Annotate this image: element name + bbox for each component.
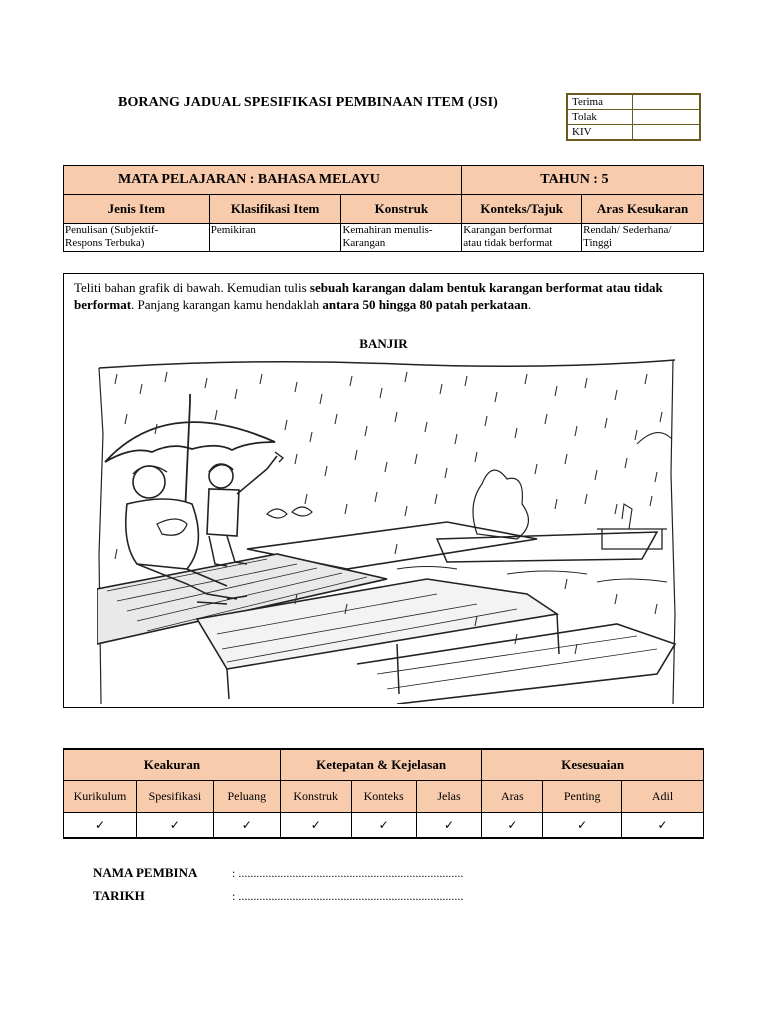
name-field[interactable]: : ........................................................................... — [232, 866, 464, 880]
cell-aras-kesukaran: Rendah/ Sederhana/ Tinggi — [582, 224, 704, 252]
spec-table — [63, 165, 704, 252]
status-cell-tolak[interactable] — [633, 110, 701, 125]
flood-illustration — [97, 354, 677, 704]
header-jenis-item: Jenis Item — [64, 195, 210, 224]
criterion-jelas: Jelas — [416, 781, 482, 813]
status-label-tolak: Tolak — [567, 110, 633, 125]
header-konstruk: Konstruk — [341, 195, 462, 224]
date-field[interactable]: : ........................................................................... — [232, 889, 464, 903]
check-jelas[interactable]: ✓ — [416, 813, 482, 839]
status-label-kiv: KIV — [567, 125, 633, 141]
picture-title: BANJIR — [359, 336, 408, 351]
check-adil[interactable]: ✓ — [622, 813, 704, 839]
check-konteks[interactable]: ✓ — [351, 813, 416, 839]
evaluation-table — [63, 748, 704, 839]
header-klasifikasi-item: Klasifikasi Item — [209, 195, 341, 224]
cell-klasifikasi-item: Pemikiran — [209, 224, 341, 252]
status-box — [566, 93, 701, 141]
criterion-penting: Penting — [543, 781, 622, 813]
group-keakuran: Keakuran — [64, 749, 281, 781]
criterion-kurikulum: Kurikulum — [64, 781, 137, 813]
check-konstruk[interactable]: ✓ — [280, 813, 351, 839]
check-penting[interactable]: ✓ — [543, 813, 622, 839]
date-label: TARIKH — [93, 888, 145, 903]
check-peluang[interactable]: ✓ — [213, 813, 280, 839]
status-label-terima: Terima — [567, 94, 633, 110]
criterion-konteks: Konteks — [351, 781, 416, 813]
cell-konstruk: Kemahiran menulis- Karangan — [341, 224, 462, 252]
year-label: TAHUN : 5 — [462, 166, 704, 195]
group-kesesuaian: Kesesuaian — [482, 749, 704, 781]
criterion-konstruk: Konstruk — [280, 781, 351, 813]
question-box — [63, 273, 704, 708]
group-ketepatan-kejelasan: Ketepatan & Kejelasan — [280, 749, 482, 781]
header-aras-kesukaran: Aras Kesukaran — [582, 195, 704, 224]
check-kurikulum[interactable]: ✓ — [64, 813, 137, 839]
criterion-aras: Aras — [482, 781, 543, 813]
check-aras[interactable]: ✓ — [482, 813, 543, 839]
subject-label: MATA PELAJARAN : BAHASA MELAYU — [64, 166, 462, 195]
form-title: BORANG JADUAL SPESIFIKASI PEMBINAAN ITEM (JSI) — [118, 95, 498, 110]
criterion-peluang: Peluang — [213, 781, 280, 813]
status-cell-kiv[interactable] — [633, 125, 701, 141]
name-label: NAMA PEMBINA — [93, 865, 198, 880]
check-spesifikasi[interactable]: ✓ — [136, 813, 213, 839]
criterion-spesifikasi: Spesifikasi — [136, 781, 213, 813]
cell-jenis-item: Penulisan (Subjektif- Respons Terbuka) — [64, 224, 210, 252]
header-konteks-tajuk: Konteks/Tajuk — [462, 195, 582, 224]
status-cell-terima[interactable] — [633, 94, 701, 110]
criterion-adil: Adil — [622, 781, 704, 813]
cell-konteks-tajuk: Karangan berformat atau tidak berformat — [462, 224, 582, 252]
instruction-text: Teliti bahan grafik di bawah. Kemudian tulis sebuah karangan dalam bentuk karangan berformat atau tidak berformat. Panjang karangan kamu hendaklah antara 50 hingga 80 patah perkataan. — [74, 280, 663, 312]
